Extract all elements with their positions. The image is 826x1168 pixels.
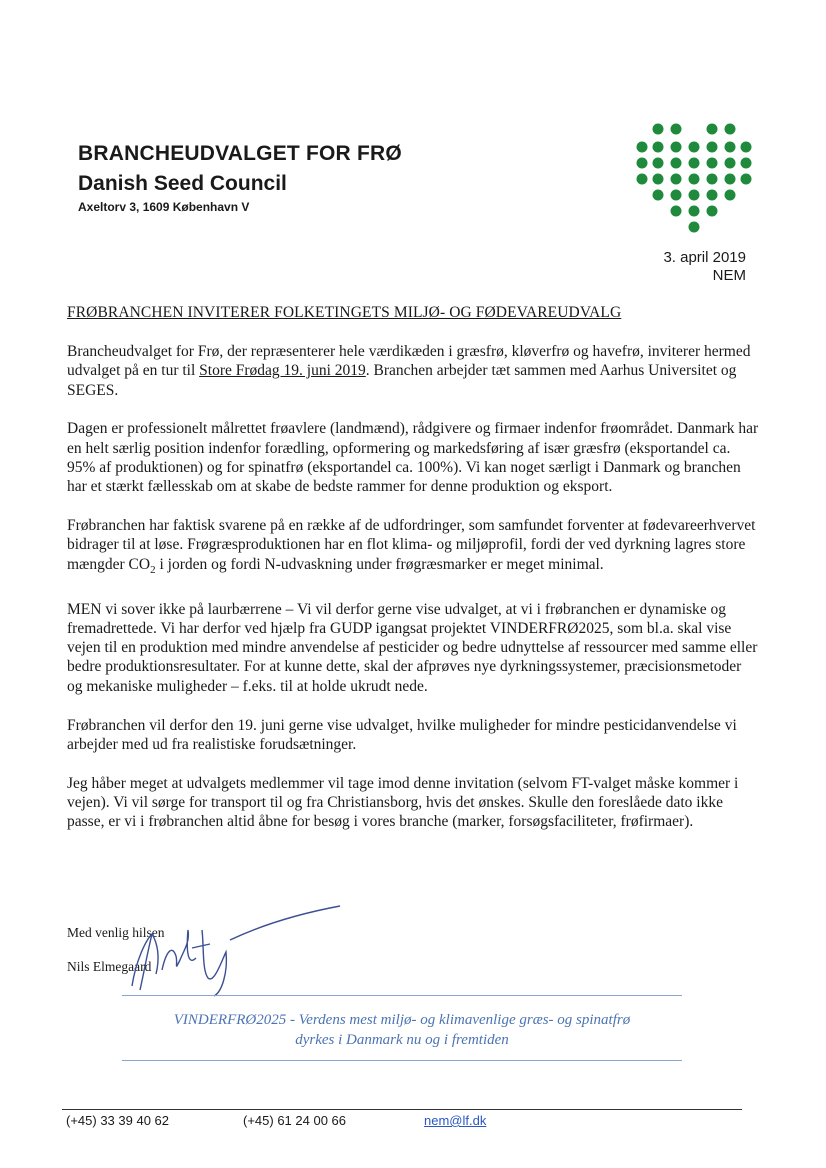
signer-name: Nils Elmegaard	[67, 959, 152, 974]
paragraph-6: Jeg håber meget at udvalgets medlemmer vil tage imod denne invitation (selvom FT-valget måske kommer i vejen). Vi vil sørge for transport til og fra Christiansborg, hvis det ønskes. Skulle den foreslåede dato ikke passe, er vi i frøbranchen altid åbne for besøg i vores branche (marker, forsøgsfaciliteter, frøfirmaer).	[67, 774, 739, 831]
paragraph-1: Brancheudvalget for Frø, der repræsenterer hele værdikæden i græsfrø, kløverfrø og havefrø, inviterer hermed udvalget på en tur til Store Frødag 19. juni 2019. Branchen arbejder tæt sammen med Aarhus Universitet og SEGES.	[67, 343, 751, 399]
letter-heading: FRØBRANCHEN INVITERER FOLKETINGETS MILJØ- OG FØDEVAREUDVALG	[67, 304, 622, 321]
author-initials: NEM	[712, 267, 746, 284]
slogan-bottom-rule	[122, 1060, 682, 1061]
event-link[interactable]: Store Frødag 19. juni 2019	[199, 362, 366, 380]
org-name: BRANCHEUDVALGET FOR FRØ	[78, 142, 402, 165]
org-name-english: Danish Seed Council	[78, 172, 287, 195]
handwritten-signature	[118, 900, 348, 1000]
letter-body	[67, 342, 759, 851]
footer-phone-2: (+45) 61 24 00 66	[243, 1113, 346, 1128]
closing-salutation: Med venlig hilsen	[67, 925, 165, 940]
paragraph-2: Dagen er professionelt målrettet frøavlere (landmænd), rådgivere og firmaer indenfor frøområdet. Danmark har en helt særlig position indenfor forædling, opformering og markedsføring af især græsfrø (eksportandel ca. 95% af produktionen) og for spinatfrø (eksportandel ca. 100%). Vi kan noget særligt i Danmark og branchen har et stærkt fællesskab om at skabe de bedste rammer for denne produktion og eksport.	[67, 420, 759, 496]
slogan-line-2: dyrkes i Danmark nu og i fremtiden	[295, 1032, 509, 1048]
paragraph-5: Frøbranchen vil derfor den 19. juni gerne vise udvalget, hvilke muligheder for mindre pesticidanvendelse vi arbejder med ud fra realistiske forudsætninger.	[67, 716, 737, 753]
seed-heart-logo	[636, 123, 752, 235]
paragraph-3: Frøbranchen har faktisk svarene på en række af de udfordringer, som samfundet forventer at fødevareerhvervet bidrager til at løse. Frøgræsproduktionen har en flot klima- og miljøprofil, fordi der ved dyrkning lagres store mængder $CO_2$ i jorden og fordi N-udvaskning under frøgræsmarker er meget minimal.	[67, 517, 756, 576]
slogan-line-1: VINDERFRØ2025 - Verdens mest miljø- og klimavenlige græs- og spinatfrø	[173, 1012, 631, 1028]
letter-meta	[663, 249, 746, 285]
footer-phone-1: (+45) 33 39 40 62	[66, 1113, 169, 1128]
org-address: Axeltorv 3, 1609 København V	[78, 200, 250, 214]
paragraph-4: MEN vi sover ikke på laurbærrene – Vi vil derfor gerne vise udvalget, at vi i frøbranchen er dynamiske og fremadrettede. Vi har derfor ved hjælp fra GUDP igangsat projektet VINDERFRØ2025, som bl.a. skal vise vejen til en produktion med mindre anvendelse af pesticider og bedre udnyttelse af ressourcer med samme eller bedre produktionsresultater. For at kunne dette, skal der afprøves nye dyrkningssystemer, præcisionsmetoder og mekaniske muligheder – f.eks. til at holde ukrudt nede.	[67, 600, 758, 695]
slogan-top-rule	[122, 995, 682, 996]
letter-date: 3. april 2019	[663, 249, 746, 266]
footer-email-link[interactable]: nem@lf.dk	[424, 1113, 487, 1128]
footer-rule	[62, 1109, 742, 1110]
slogan	[122, 1010, 682, 1050]
